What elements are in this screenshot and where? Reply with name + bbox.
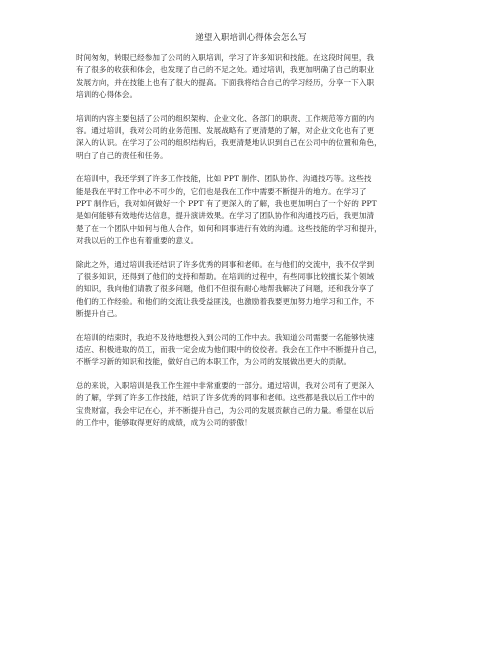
- paragraph-6: 总的来说，入职培训是我工作生涯中非常重要的一部分。通过培训，我对公司有了更深入 的了解，学到了许多工作技能，结识了许多优秀的同事和老师。这些都是我以后工作中的 宝贵财富，我会牢记在心，并不断提升自己，为公司的发展贡献自己的力量。希望在以后 的工作中，能够取得更好的成绩，成为公司的骄傲！: [76, 381, 375, 427]
- paragraph-2: 培训的内容主要包括了公司的组织架构、企业文化、各部门的职责、工作规范等方面的内 容。通过培训，我对公司的业务范围、发展战略有了更清楚的了解，对企业文化也有了更 深入的认识。在学习了公司的组织结构后，我更清楚地认识到自己在公司中的位置和角色， 明白了自己的责任和任务。: [76, 113, 382, 160]
- paragraph-4: 除此之外，通过培训我还结识了许多优秀的同事和老师。在与他们的交流中，我不仅学到 了很多知识，还得到了他们的支持和帮助。在培训的过程中，有些同事比较擅长某个领域 的知识，我向他们请教了很多问题，他们不但很有耐心地帮我解决了问题，还和我分享了 他们的工作经验。和他们的交流让我受益匪浅，也激励着我要更加努力地学习和工作，不 断提升自己。: [76, 259, 375, 318]
- paragraph-1: 时间匆匆，转眼已经参加了公司的入职培训，学习了许多知识和技能。在这段时间里，我 有了很多的收获和体会，也发现了自己的不足之处。通过培训，我更加明确了自己的职业 发展方向，并在技能上也有了很大的提高。下面我将结合自己的学习经历，分享一下入职 培训的心得体会。: [76, 53, 375, 99]
- document-body: [76, 52, 428, 441]
- paragraph-5: 在培训的结束时，我迫不及待地想投入到公司的工作中去。我知道公司需要一名能够快速 适应、积极进取的员工，而我一定会成为他们眼中的佼佼者。我会在工作中不断提升自己， 不断学习新的知识和技能，做好自己的本职工作，为公司的发展做出更大的贡献。: [76, 332, 382, 367]
- document-title: 递望入职培训心得体会怎么写: [195, 32, 307, 42]
- paragraph-3: 在培训中，我还学到了许多工作技能，比如 PPT 制作、团队协作、沟通技巧等。这些技 能是我在平时工作中必不可少的，它们也是我在工作中需要不断提升的地方。在学习了 PPT 制作后，我对如何做好一个 PPT 有了更深入的了解，我也更加明白了一个好的 PPT 是如何能够有效地传达信息，提升演讲效果。在学习了团队协作和沟通技巧后，我更加清 楚了在一个团队中如何与他人合作，如何和同事进行有效的沟通。这些技能的学习和提升， 对我以后的工作也有着重要的意义。: [76, 174, 382, 245]
